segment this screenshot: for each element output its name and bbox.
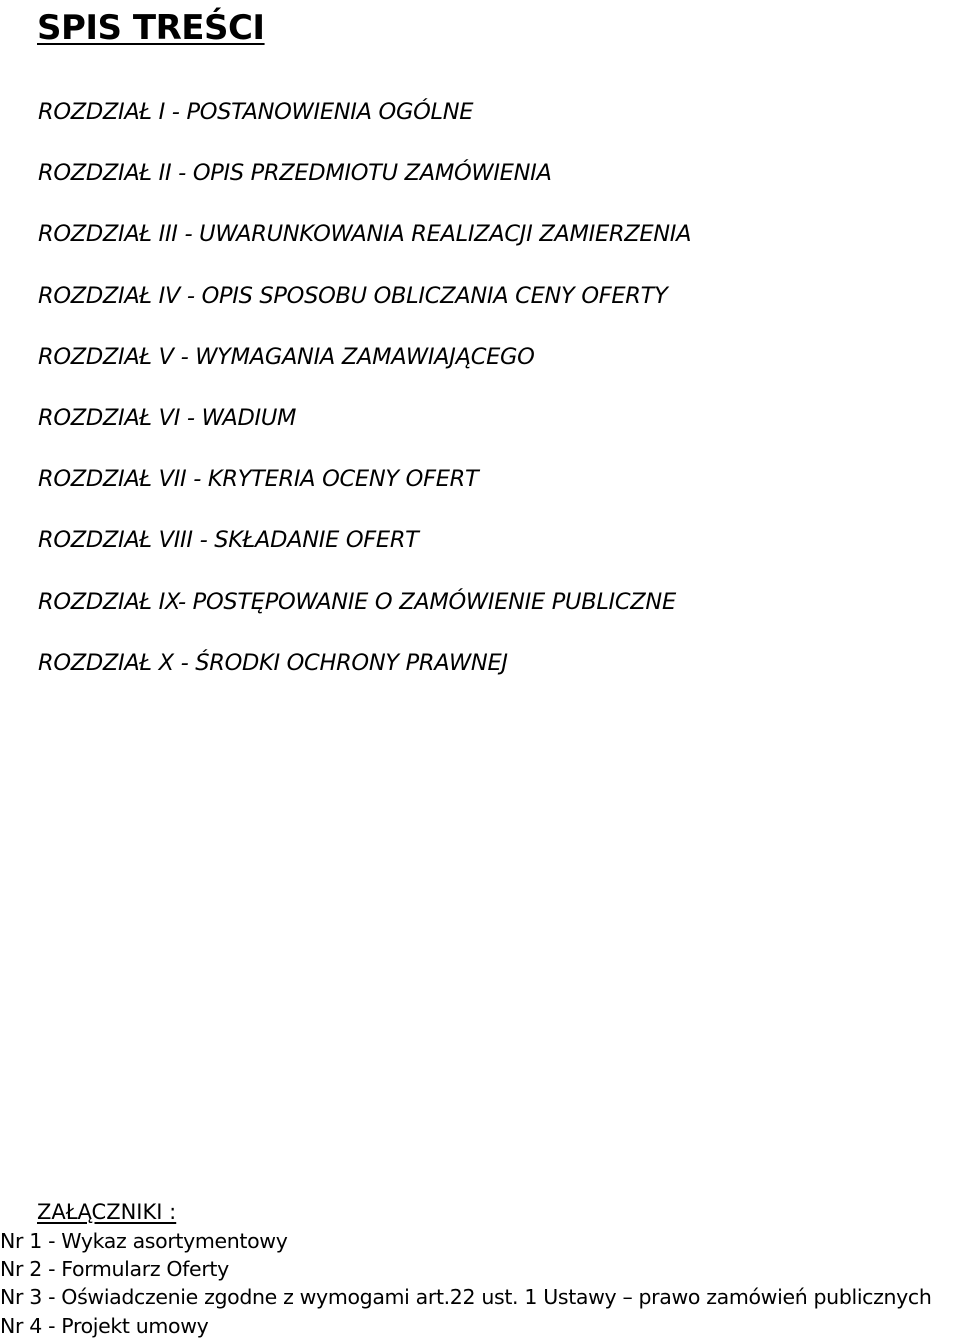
attachment-item-4: Nr 4 - Projekt umowy (0, 1313, 209, 1338)
chapter-item-9: ROZDZIAŁ IX- POSTĘPOWANIE O ZAMÓWIENIE PUBLICZNE (38, 588, 676, 615)
page-title: SPIS TREŚCI (37, 8, 265, 48)
attachment-item-1: Nr 1 - Wykaz asortymentowy (0, 1229, 288, 1253)
attachment-item-3: Nr 3 - Oświadczenie zgodne z wymogami art.22 ust. 1 Ustawy – prawo zamówień publicznych (0, 1285, 932, 1310)
attachments-heading: ZAŁĄCZNIKI : (37, 1200, 177, 1224)
chapter-item-8: ROZDZIAŁ VIII - SKŁADANIE OFERT (38, 527, 419, 554)
chapter-item-6: ROZDZIAŁ VI - WADIUM (38, 404, 297, 431)
chapter-item-1: ROZDZIAŁ I - POSTANOWIENIA OGÓLNE (38, 99, 474, 125)
attachment-item-2: Nr 2 - Formularz Oferty (0, 1257, 229, 1282)
chapter-list (38, 90, 691, 702)
chapter-item-7: ROZDZIAŁ VII - KRYTERIA OCENY OFERT (38, 466, 479, 493)
chapter-item-2: ROZDZIAŁ II - OPIS PRZEDMIOTU ZAMÓWIENIA (38, 160, 552, 187)
chapter-item-4: ROZDZIAŁ IV - OPIS SPOSOBU OBLICZANIA CENY OFERTY (38, 282, 668, 309)
chapter-item-10: ROZDZIAŁ X - ŚRODKI OCHRONY PRAWNEJ (38, 649, 508, 676)
chapter-item-3: ROZDZIAŁ III - UWARUNKOWANIA REALIZACJI ZAMIERZENIA (38, 221, 692, 248)
chapter-item-5: ROZDZIAŁ V - WYMAGANIA ZAMAWIAJĄCEGO (38, 343, 535, 370)
attachment-list (0, 1227, 932, 1340)
